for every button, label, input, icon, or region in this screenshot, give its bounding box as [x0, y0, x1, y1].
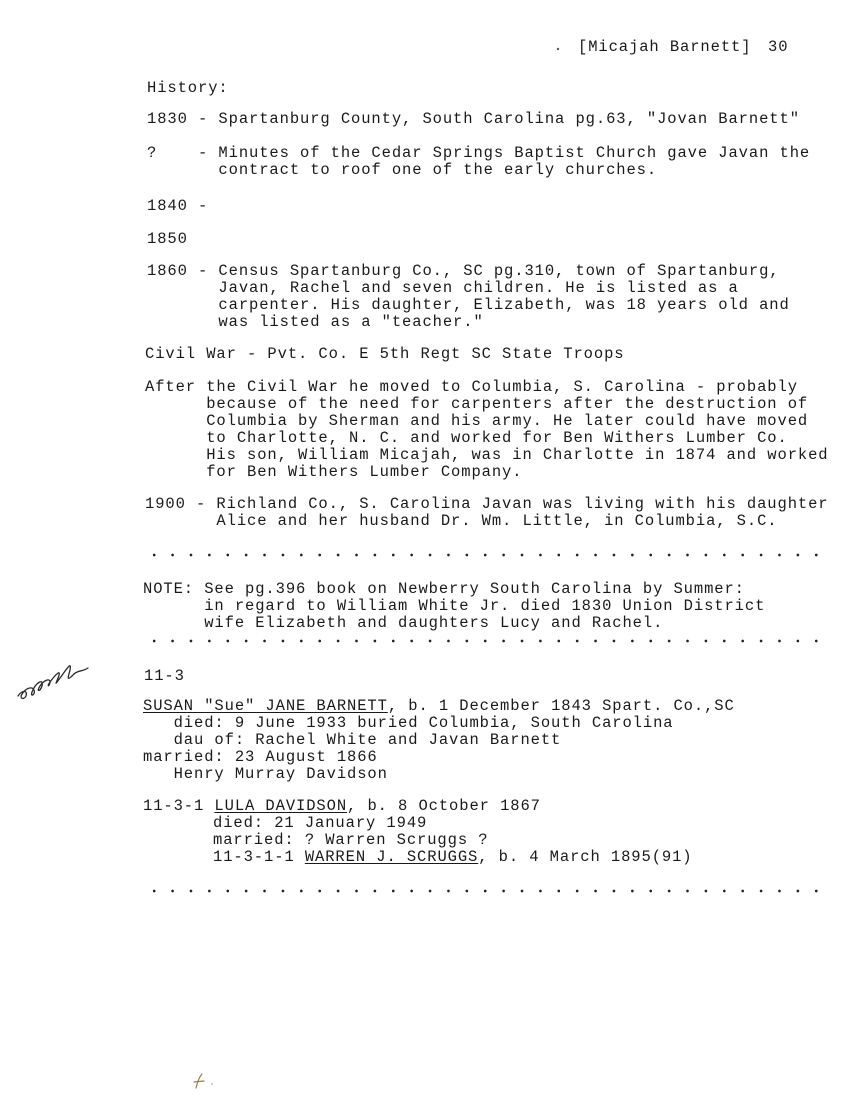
- history-1860-line4: was listed as a "teacher.": [147, 313, 484, 331]
- lula-line1: [143, 798, 541, 815]
- note-line3: wife Elizabeth and daughters Lucy and Rachel.: [143, 614, 664, 632]
- scan-speck: [190, 1070, 220, 1092]
- susan-married: married: 23 August 1866: [143, 748, 378, 766]
- page-number: 30: [768, 38, 789, 56]
- warren-line: [213, 849, 693, 866]
- lula-name: LULA DAVIDSON: [214, 797, 348, 815]
- history-heading: History:: [147, 79, 229, 97]
- dotted-divider: [145, 639, 825, 643]
- note-line2: in regard to William White Jr. died 1830 Union District: [143, 597, 766, 615]
- history-after-war-line5: His son, William Micajah, was in Charlotte in 1874 and worked: [145, 446, 829, 464]
- history-1860-line3: carpenter. His daughter, Elizabeth, was 18 years old and: [147, 296, 790, 314]
- history-1900-line2: Alice and her husband Dr. Wm. Little, in Columbia, S.C.: [145, 512, 778, 530]
- page-header-name: [Micajah Barnett]: [578, 38, 752, 56]
- note-line1: NOTE: See pg.396 book on Newberry South Carolina by Summer:: [143, 580, 745, 598]
- scan-speck: [555, 46, 561, 52]
- dotted-divider: [145, 553, 825, 557]
- susan-line1: [143, 698, 735, 715]
- history-1850: 1850: [147, 230, 188, 248]
- history-1860-line2: Javan, Rachel and seven children. He is listed as a: [147, 279, 739, 297]
- susan-name: SUSAN "Sue" JANE BARNETT: [143, 697, 388, 715]
- susan-birth: , b. 1 December 1843 Spart. Co.,SC: [387, 697, 735, 715]
- history-after-war-line6: for Ben Withers Lumber Company.: [145, 463, 523, 481]
- dotted-divider: [145, 889, 825, 893]
- lula-birth: , b. 8 October 1867: [347, 797, 541, 815]
- lula-died: died: 21 January 1949: [213, 814, 428, 832]
- history-unknown-line1: ? - Minutes of the Cedar Springs Baptist Church gave Javan the: [147, 144, 811, 162]
- handwritten-added-annotation: [14, 652, 94, 704]
- lula-id: 11-3-1: [143, 797, 205, 815]
- history-1900-line1: 1900 - Richland Co., S. Carolina Javan was living with his daughter: [145, 495, 829, 513]
- history-1830: 1830 - Spartanburg County, South Carolina pg.63, "Jovan Barnett": [147, 110, 800, 128]
- history-civil-war: Civil War - Pvt. Co. E 5th Regt SC State Troops: [145, 345, 625, 363]
- history-unknown-line2: contract to roof one of the early churches.: [147, 161, 658, 179]
- history-after-war-line2: because of the need for carpenters after the destruction of: [145, 395, 809, 413]
- susan-died: died: 9 June 1933 buried Columbia, South Carolina: [143, 714, 674, 732]
- susan-spouse: Henry Murray Davidson: [143, 765, 388, 783]
- warren-birth: , b. 4 March 1895(91): [478, 848, 693, 866]
- warren-name: WARREN J. SCRUGGS: [304, 848, 479, 866]
- history-1860-line1: 1860 - Census Spartanburg Co., SC pg.310, town of Spartanburg,: [147, 262, 780, 280]
- section-id: 11-3: [144, 667, 185, 685]
- warren-id: 11-3-1-1: [213, 848, 295, 866]
- history-after-war-line1: After the Civil War he moved to Columbia, S. Carolina - probably: [145, 378, 798, 396]
- susan-parents: dau of: Rachel White and Javan Barnett: [143, 731, 562, 749]
- lula-married: married: ? Warren Scruggs ?: [213, 831, 489, 849]
- history-after-war-line4: to Charlotte, N. C. and worked for Ben Withers Lumber Co.: [145, 429, 788, 447]
- history-1840: 1840 -: [147, 197, 209, 215]
- history-after-war-line3: Columbia by Sherman and his army. He later could have moved: [145, 412, 809, 430]
